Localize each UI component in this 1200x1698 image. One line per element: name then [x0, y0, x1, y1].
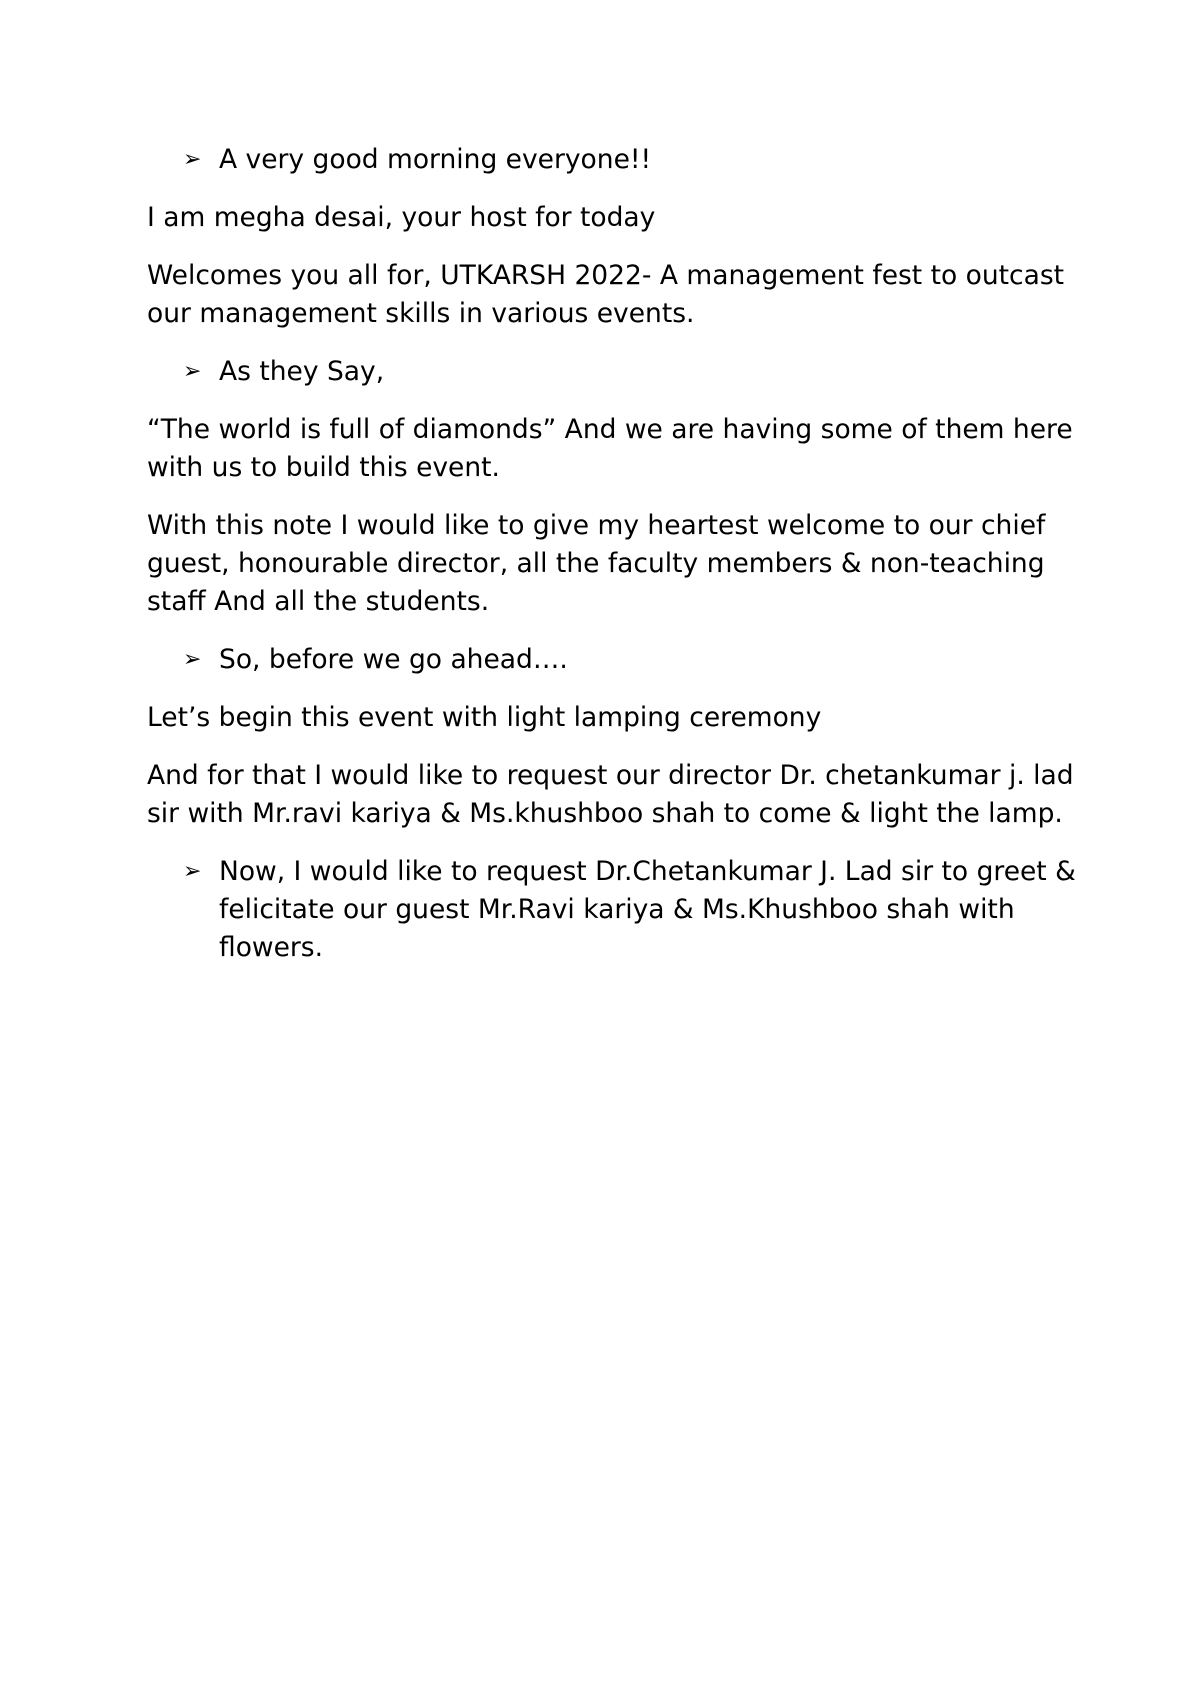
bullet-text-felicitate: Now, I would like to request Dr.Chetankumar J. Lad sir to greet & felicitate our guest Mr.Ravi kariya & Ms.Khushboo shah with flowers.: [219, 856, 1076, 963]
paragraph-welcome: Welcomes you all for, UTKARSH 2022- A management fest to outcast our management skills in various events.: [147, 260, 1065, 329]
bullet-item: [147, 853, 1077, 967]
document-body: [147, 141, 1077, 987]
arrow-bullet-icon: ➢: [183, 859, 202, 884]
arrow-bullet-icon: ➢: [183, 147, 202, 172]
paragraph-request-director: And for that I would like to request our director Dr. chetankumar j. lad sir with Mr.ravi kariya & Ms.khushboo shah to come & light the lamp.: [147, 760, 1074, 829]
bullet-item: [147, 141, 1077, 179]
paragraph: [147, 257, 1077, 333]
paragraph-heartest-welcome: With this note I would like to give my heartest welcome to our chief guest, honourable director, all the faculty members & non-teaching staff And all the students.: [147, 510, 1046, 617]
paragraph: [147, 507, 1077, 621]
arrow-bullet-icon: ➢: [183, 359, 202, 384]
paragraph: [147, 411, 1077, 487]
bullet-item: [147, 353, 1077, 391]
bullet-text-before-we-go: So, before we go ahead….: [219, 644, 568, 675]
bullet-item: [147, 641, 1077, 679]
bullet-text-greeting: A very good morning everyone!!: [219, 144, 652, 175]
bullet-text-as-they-say: As they Say,: [219, 356, 385, 387]
paragraph: [147, 757, 1077, 833]
paragraph-diamonds-quote: “The world is full of diamonds” And we are having some of them here with us to build this event.: [147, 414, 1073, 483]
paragraph-lamp-ceremony: Let’s begin this event with light lamping ceremony: [147, 702, 822, 733]
paragraph-host-intro: I am megha desai, your host for today: [147, 202, 656, 233]
paragraph: [147, 699, 1077, 737]
paragraph: [147, 199, 1077, 237]
arrow-bullet-icon: ➢: [183, 647, 202, 672]
